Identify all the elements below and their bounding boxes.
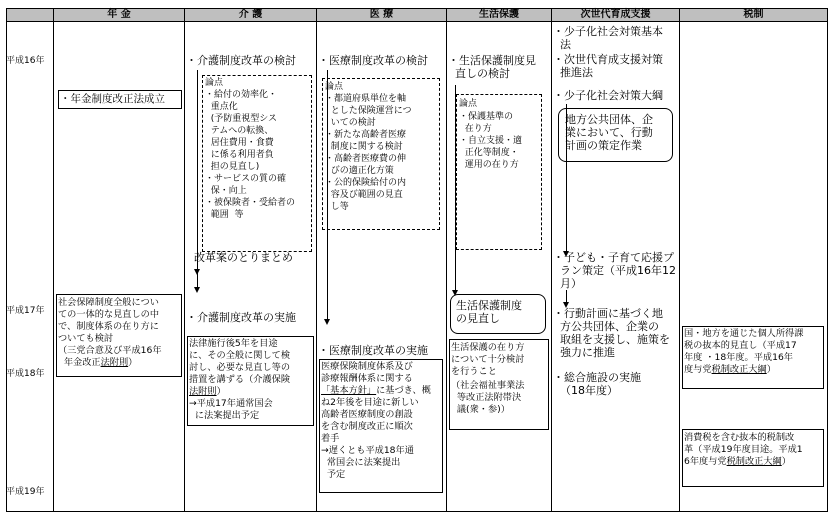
medical-box-line2: に基づき、概 ね2年後を目途に新しい 高齢者医療制度の創設 を含む制度改正に順次 着手	[321, 385, 431, 444]
column-divider	[446, 8, 447, 511]
column-divider	[6, 8, 7, 511]
header-welfare: 生活保護	[446, 8, 552, 22]
care-law-submit: →平成17年通常国会 に法案提出予定	[189, 398, 273, 421]
tax-income-text	[684, 328, 803, 376]
care-summary-arrow	[197, 266, 198, 288]
care-issues-body: ・給付の効率化・ 重点化 (予防重視型シス テムへの転換、 居住費用・食費 に係る利用者負 担の見直し) ・サービスの質の確 保・向上 ・被保険者・受給者の 範囲 等	[205, 90, 296, 220]
care-review: ・介護制度改革の検討	[186, 54, 296, 67]
table-bottom-border	[6, 511, 828, 512]
care-law-main: 法律施行後5年を目途 に、その全般に関して検 討し、必要な見直し等の 措置を講ずる（介護保険	[189, 338, 291, 385]
medical-basic-policy-text	[321, 361, 431, 481]
welfare-issues-title: 論点	[459, 99, 478, 109]
care-issues-title: 論点	[205, 78, 224, 88]
year-label-h18: 平成18年	[6, 369, 45, 379]
welfare-review: ・生活保護制度見 直しの検討	[448, 54, 536, 80]
medical-box-submit: →遅くとも平成18年通 常国会に法案提出 予定	[321, 445, 414, 480]
tax-consumption-text	[684, 432, 803, 468]
pension-review-note	[58, 345, 162, 369]
care-implement: ・介護制度改革の実施	[186, 311, 296, 324]
care-summary: 改革案のとりまとめ	[194, 251, 293, 264]
welfare-issues-body: ・保護基準の 在り方 ・自立支援・適 正化等制度・ 運用の在り方	[459, 112, 523, 170]
column-divider	[827, 8, 828, 511]
medical-implement: ・医療制度改革の実施	[318, 344, 428, 357]
nextgen-support: ・行動計画に基づく地 方公共団体、企業の 取組を支援し、施策を 強力に推進	[553, 307, 670, 359]
header-medical: 医 療	[316, 8, 447, 22]
tax-income-suffix: ）	[766, 364, 776, 375]
column-divider	[679, 8, 680, 511]
medical-box-link: 「基本方針」	[321, 385, 377, 396]
pension-note-link: 法附則	[100, 357, 129, 368]
column-divider	[53, 8, 54, 511]
header-blank	[6, 8, 54, 22]
header-care: 介 護	[184, 8, 317, 22]
nextgen-item-outline: ・少子化社会対策大綱	[553, 89, 663, 102]
header-nextgen: 次世代育成支援	[551, 8, 680, 22]
nextgen-plan-arrow	[566, 290, 567, 303]
tax-income-link: 税制改正大綱	[711, 364, 767, 375]
pension-note-suffix: ）	[128, 357, 138, 368]
nextgen-item-promotion-law: ・次世代育成支援対策 推進法	[553, 53, 663, 79]
nextgen-facility: ・総合施設の実施 （18年度）	[553, 371, 641, 397]
welfare-resolution-note: （社会福祉事業法 等改正法附帯決 議(衆・参)）	[451, 380, 525, 415]
medical-box-line1: 医療保険制度体系及び 診療報酬体系に関する	[321, 361, 413, 384]
column-divider	[184, 8, 185, 511]
tax-consumption-prefix: 消費税を含む抜本的税制改 革（平成19年度目途。平成1 6年度与党	[684, 432, 803, 467]
column-divider	[316, 8, 317, 511]
year-label-h17: 平成17年	[6, 306, 45, 316]
year-label-h19: 平成19年	[6, 487, 45, 497]
nextgen-local-plan: 地方公共団体、企 業において、行動 計画の策定作業	[565, 113, 653, 152]
care-law-text	[189, 338, 290, 422]
care-timeline-arrow	[197, 70, 198, 270]
welfare-revision: 生活保護制度 の見直し	[456, 299, 522, 325]
nextgen-plan: ・子ども・子育て応援プ ラン策定（平成16年12 月）	[553, 251, 676, 290]
medical-issues-body: ・都道府県単位を軸 とした保険運営につ いての検討 ・新たな高齢者医療 制度に関する検討 ・高齢者医療費の伸 びの適正化方策 ・公的保険給付の内 容及び範囲の見直 し等	[325, 94, 412, 212]
pension-law-passed: ・年金制度改正法成立	[60, 93, 165, 105]
tax-consumption-link: 税制改正大綱	[726, 456, 782, 467]
pension-note-prefix: （三党合意及び平成16年 年金改正	[58, 345, 162, 368]
welfare-resolution-text: 生活保護の在り方 について十分検討 を行うこと	[451, 342, 525, 377]
year-label-h16: 平成16年	[6, 56, 45, 66]
tax-income-prefix: 国・地方を通じた個人所得課 税の抜本的見直し（平成17 年度 ・18年度。平成16年 度与党	[684, 328, 804, 375]
nextgen-item-basic-law: ・少子化社会対策基本 法	[553, 25, 663, 51]
care-law-tail: ）	[216, 386, 226, 397]
column-divider	[551, 8, 552, 511]
tax-consumption-suffix: ）	[781, 456, 791, 467]
header-tax: 税制	[679, 8, 828, 22]
medical-issues-title: 論点	[325, 82, 344, 92]
medical-review: ・医療制度改革の検討	[318, 54, 428, 67]
care-law-link: 法附則	[189, 386, 217, 397]
header-pension: 年 金	[53, 8, 185, 22]
pension-review-text: 社会保障制度全般につい ての一体的な見直しの中 で、制度体系の在り方に ついても検討	[58, 297, 160, 344]
